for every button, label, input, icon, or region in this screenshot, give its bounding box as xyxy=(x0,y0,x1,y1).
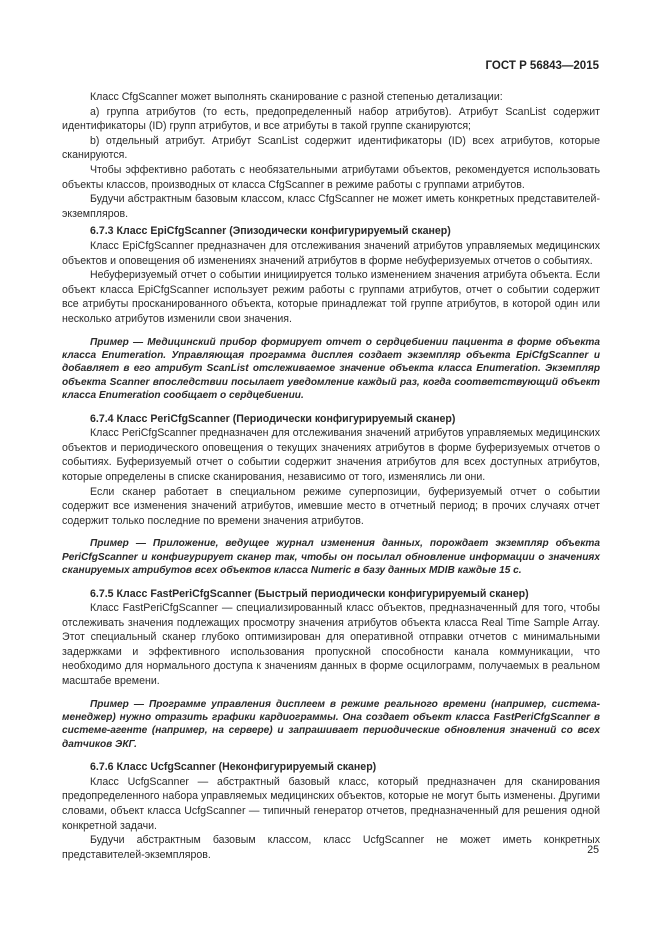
paragraph: Класс UcfgScanner — абстрактный базовый класс, который предназначен для сканирования предопределенного набора управляемых медицинских объектов, которые не могут быть изменены. Другими словами, объект класса UcfgScanner — типичный генератор отчетов, предназначенный для решения одной конкретной задачи. xyxy=(62,775,600,832)
paragraph: Будучи абстрактным базовым классом, класс UcfgScanner не может иметь конкретных представителей-экземпляров. xyxy=(62,834,600,861)
example-note: Пример — Программе управления дисплеем в режиме реального времени (например, система-менеджер) нужно отразить графики кардиограммы. Она создает объект класса FastPeriCfgScanner в системе-агенте (например, на сервере) и запрашивает периодические обновления значений со всех датчиков ЭКГ. xyxy=(62,698,600,750)
page-body xyxy=(62,90,600,862)
paragraph: Класс CfgScanner может выполнять сканирование с разной степенью детализации: xyxy=(90,91,503,103)
paragraph: Будучи абстрактным базовым классом, класс CfgScanner не может иметь конкретных представителей-экземпляров. xyxy=(62,193,600,220)
paragraph: Класс PeriCfgScanner предназначен для отслеживания значений атрибутов управляемых медицинских объектов и периодического оповещения о текущих значениях атрибутов в форме буферизуемых отчетов о событиях. Буферизуемый отчет о событии содержит значения атрибутов для всех доступных атрибутов, которые определены в списке сканирования, независимо от того, изменялись ли они. xyxy=(62,427,600,483)
example-note: Пример — Приложение, ведущее журнал изменения данных, порождает экземпляр объекта PeriCfgScanner и конфигурирует сканер так, чтобы он посылал обновление информации о значениях сканируемых атрибутов всех объектов класса Numeric в базу данных MDIB каждые 15 с. xyxy=(62,538,600,577)
document-code-header: ГОСТ Р 56843—2015 xyxy=(485,60,599,72)
section-heading-6-7-5: 6.7.5 Класс FastPeriCfgScanner (Быстрый периодически конфигурируемый сканер) xyxy=(90,587,529,600)
paragraph: Чтобы эффективно работать с необязательными атрибутами объектов, рекомендуется использовать объекты классов, производных от класса CfgScanner в режиме работы с группами атрибутов. xyxy=(62,163,600,191)
page-number: 25 xyxy=(587,844,599,856)
section-heading-6-7-6: 6.7.6 Класс UcfgScanner (Неконфигурируемый сканер) xyxy=(90,761,377,774)
paragraph: Класс EpiCfgScanner предназначен для отслеживания значений атрибутов управляемых медицинских объектов и оповещения об изменениях значений атрибутов в форме небуферизуемых отчетов о событиях. xyxy=(62,239,600,267)
list-item: a) группа атрибутов (то есть, предопределенный набор атрибутов). Атрибут ScanList содержит идентификаторы (ID) групп атрибутов, и все атрибуты в такой группе сканируются; xyxy=(62,105,600,133)
list-item: b) отдельный атрибут. Атрибут ScanList содержит идентификаторы (ID) всех атрибутов, которые сканируются. xyxy=(62,134,600,162)
paragraph: Класс FastPeriCfgScanner — специализированный класс объектов, предназначенный для того, чтобы отслеживать значения подлежащих просмотру значения атрибутов объекта класса Real Time Sample Array. Этот специальный сканер глубоко оптимизирован для оперативной отправки отчетов с минимальными задержками и эффективного использования пропускной способности канала коммуникации, что необходимо для нормального доступа к значениям данных в форме осцилограмм, получаемых в реальном масштабе времени. xyxy=(62,602,600,688)
section-heading-6-7-3: 6.7.3 Класс EpiCfgScanner (Эпизодически конфигурируемый сканер) xyxy=(90,225,451,238)
section-heading-6-7-4: 6.7.4 Класс PeriCfgScanner (Периодически конфигурируемый сканер) xyxy=(90,412,456,425)
paragraph: Небуферизуемый отчет о событии инициируется только изменением значения атрибута объекта. Если объект класса EpiCfgScanner использует режим работы с группами атрибутов, отчет о событии содержит все атрибуты просканированного объекта, которые принадлежат той группе атрибутов, в которой один или несколько атрибутов изменили свои значения. xyxy=(62,269,600,325)
example-note: Пример — Медицинский прибор формирует отчет о сердцебиении пациента в форме объекта класса Enumeration. Управляющая программа дисплея создает экземпляр объекта EpiCfgScanner и добавляет в его атрибут ScanList отслеживаемое значение объекта класса Enumeration. Экземпляр объекта Scanner впоследствии посылает уведомление каждый раз, когда соответствующий объект класса Enumeration сообщает о сердцебиении. xyxy=(62,336,600,402)
paragraph: Если сканер работает в специальном режиме суперпозиции, буферизуемый отчет о событии содержит все изменения значений атрибутов, имевшие место в отчетный период; в прочих случаях отчет содержит только последние по времени значения атрибутов. xyxy=(62,485,600,527)
